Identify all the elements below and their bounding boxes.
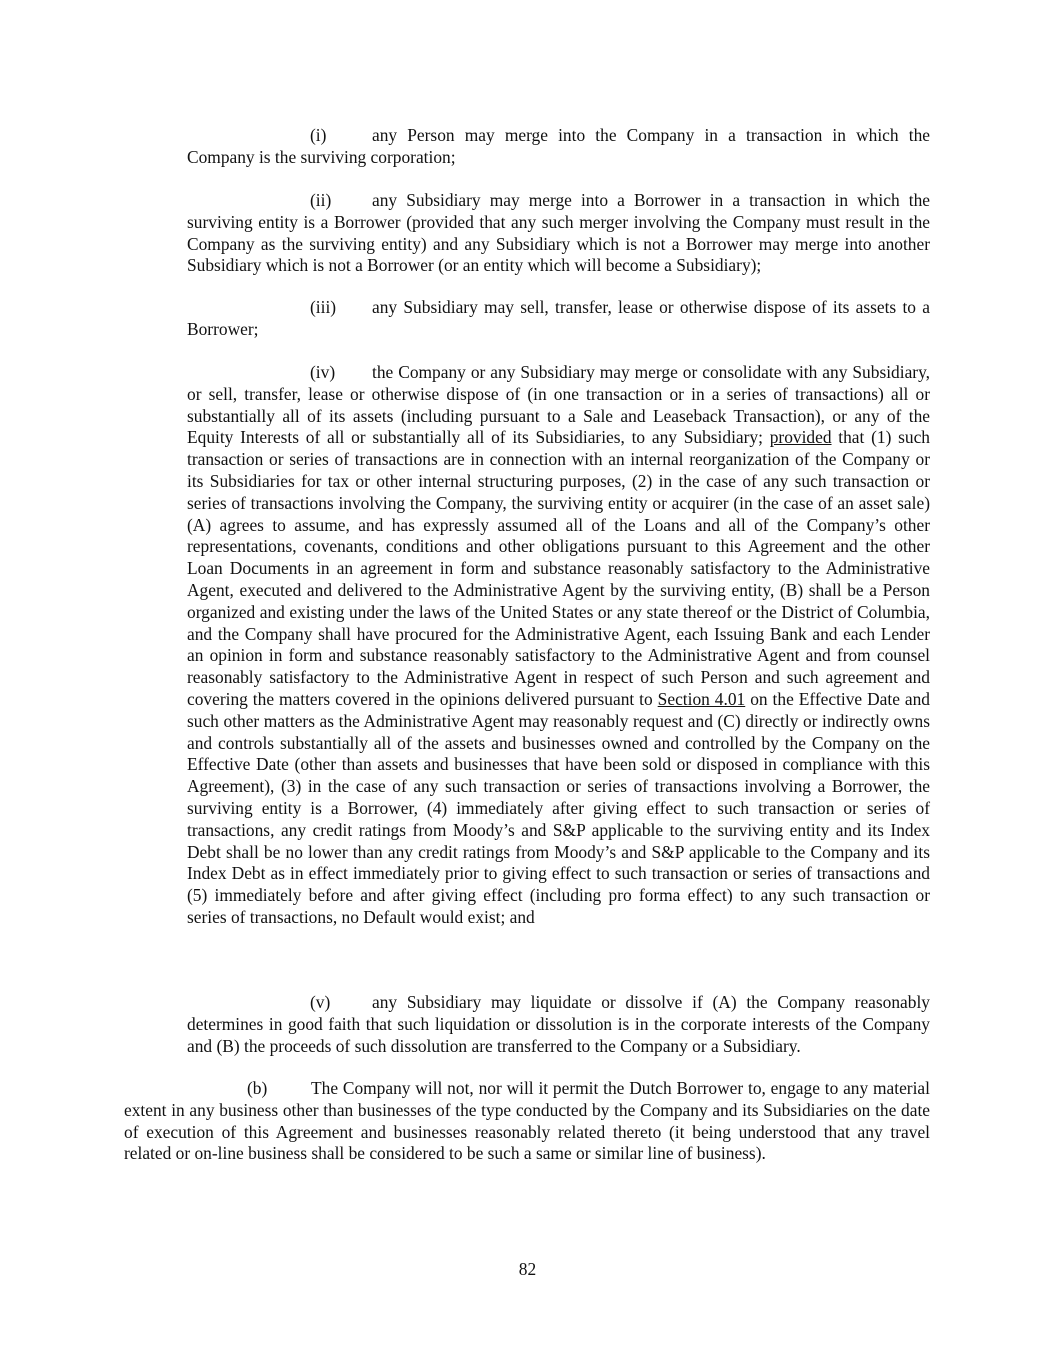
provided-term: provided (769, 427, 832, 448)
clause-label: (ii) (310, 190, 332, 210)
clause-iv (187, 362, 930, 929)
clause-label: (v) (310, 992, 331, 1012)
clause-label: (iv) (310, 362, 336, 382)
section-text: The Company will not, nor will it permit the Dutch Borrower to, engage to any material extent in any business other than businesses of the type conducted by the Company and its Subsidiaries on the date of execution of this Agreement and businesses reasonably related thereto (it being understood that any travel related or on-line business shall be considered to be such a same or similar line of business). (124, 1078, 930, 1164)
section-label: (b) (247, 1078, 268, 1098)
page-number: 82 (518, 1259, 537, 1279)
clause-text: that (1) such transaction or series of transactions are in connection with an internal reorganization of the Company or its Subsidiaries for tax or other internal structuring purposes, (2) in the case of any such transaction or series of transactions involving the Company, the surviving entity or acquirer (in the case of an asset sale) (A) agrees to assume, and has expressly assumed all of the Loans and all of the Company’s other representations, covenants, conditions and other obligations pursuant to this Agreement and the other Loan Documents in an agreement in form and substance reasonably satisfactory to the Administrative Agent, executed and delivered to the Administrative Agent by the surviving entity, (B) shall be a Person organized and existing under the laws of the United States or any state thereof or the District of Columbia, and the Company shall have procured for the Administrative Agent, each Issuing Bank and each Lender an opinion in form and substance reasonably satisfactory to the Administrative Agent and from counsel reasonably satisfactory to the Administrative Agent in respect of such Person and such agreement and covering the matters covered in the opinions delivered pursuant to (187, 427, 930, 709)
section-b (124, 1078, 930, 1165)
clause-text: any Person may merge into the Company in a transaction in which the Company is the surviving corporation; (187, 125, 930, 167)
clause-ii (187, 190, 930, 277)
clause-text: any Subsidiary may merge into a Borrower in a transaction in which the surviving entity is a Borrower (provided that any such merger involving the Company must result in the Company as the surviving entity) and any Subsidiary which is not a Borrower may merge into another Subsidiary which is not a Borrower (or an entity which will become a Subsidiary); (187, 190, 930, 276)
clause-label: (iii) (310, 297, 337, 317)
clause-i (187, 125, 930, 169)
clause-text: any Subsidiary may sell, transfer, lease or otherwise dispose of its assets to a Borrower; (187, 297, 930, 339)
clause-v (187, 992, 930, 1057)
clause-text: any Subsidiary may liquidate or dissolve if (A) the Company reasonably determines in good faith that such liquidation or dissolution is in the corporate interests of the Company and (B) the proceeds of such dissolution are transferred to the Company or a Subsidiary. (187, 992, 930, 1056)
clause-text: on the Effective Date and such other matters as the Administrative Agent may reasonably request and (C) directly or indirectly owns and controls substantially all of the assets and businesses owned and controlled by the Company on the Effective Date (other than assets and businesses that have been sold or disposed in compliance with this Agreement), (3) in the case of any such transaction or series of transactions involving a Borrower, the surviving entity is a Borrower, (4) immediately after giving effect to such transaction or series of transactions, any credit ratings from Moody’s and S&P applicable to the surviving entity and its Index Debt shall be no lower than any credit ratings from Moody’s and S&P applicable to the Company and its Index Debt as in effect immediately prior to giving effect to such transaction or series of transactions and (5) immediately before and after giving effect (including pro forma effect) to any such transaction or series of transactions, no Default would exist; and (187, 688, 931, 927)
clause-iii (187, 297, 930, 341)
clause-text: the Company or any Subsidiary may merge or consolidate with any Subsidiary, or sell, transfer, lease or otherwise dispose of (in one transaction or in a series of transactions) all or substantially all of its assets (including pursuant to a Sale and Leaseback Transaction), or any of the Equity Interests of all or substantially all of its Subsidiaries, to any Subsidiary; (187, 362, 930, 448)
section-reference-link[interactable]: Section 4.01 (657, 688, 746, 709)
clause-label: (i) (310, 125, 327, 145)
